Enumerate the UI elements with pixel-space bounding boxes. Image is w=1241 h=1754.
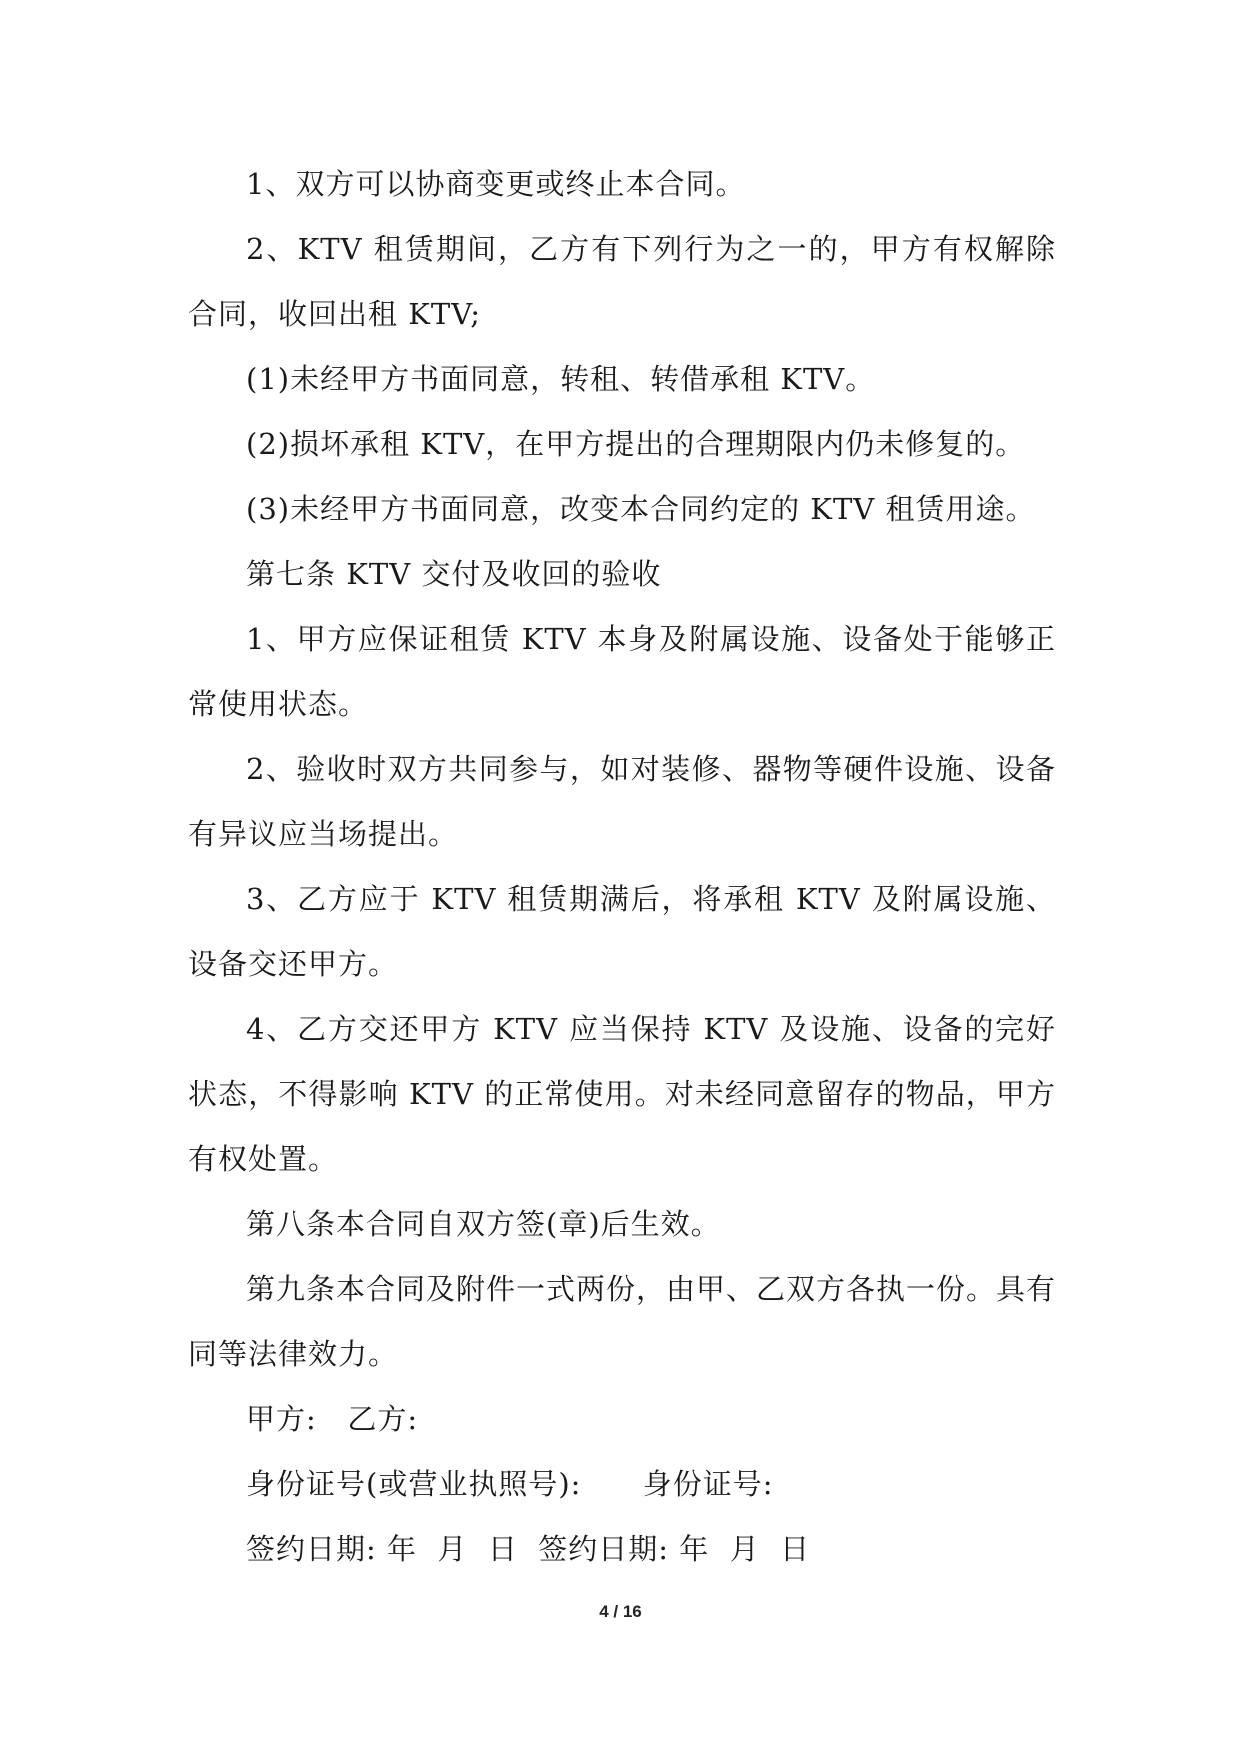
clause-paragraph: (1)未经甲方书面同意，转租、转借承租 KTV。 — [246, 362, 876, 396]
clause-paragraph: 2、验收时双方共同参与，如对装修、器物等硬件设施、设备有异议应当场提出。 — [188, 752, 1056, 851]
signature-id-numbers: 身份证号(或营业执照号): 身份证号: — [246, 1467, 774, 1501]
article-paragraph: 第八条本合同自双方签(章)后生效。 — [246, 1207, 721, 1241]
article-heading: 第七条 KTV 交付及收回的验收 — [246, 557, 662, 591]
clause-paragraph: 2、KTV 租赁期间，乙方有下列行为之一的，甲方有权解除合同，收回出租 KTV; — [188, 232, 1056, 331]
article-paragraph: 第九条本合同及附件一式两份，由甲、乙双方各执一份。具有同等法律效力。 — [188, 1272, 1057, 1371]
clause-paragraph: (2)损坏承租 KTV，在甲方提出的合理期限内仍未修复的。 — [246, 427, 1026, 461]
signature-dates: 签约日期: 年 月 日 签约日期: 年 月 日 — [246, 1532, 811, 1566]
page-number: 4 / 16 — [599, 1602, 642, 1621]
clause-paragraph: 4、乙方交还甲方 KTV 应当保持 KTV 及设施、设备的完好状态，不得影响 KTV 的正常使用。对未经同意留存的物品，甲方有权处置。 — [188, 1012, 1056, 1176]
clause-paragraph: 1、甲方应保证租赁 KTV 本身及附属设施、设备处于能够正常使用状态。 — [188, 622, 1056, 721]
clause-paragraph: 1、双方可以协商变更或终止本合同。 — [246, 167, 746, 201]
clause-paragraph: 3、乙方应于 KTV 租赁期满后，将承租 KTV 及附属设施、设备交还甲方。 — [188, 882, 1056, 981]
signature-parties: 甲方: 乙方: — [246, 1402, 419, 1436]
document-body — [188, 152, 1056, 1582]
clause-paragraph: (3)未经甲方书面同意，改变本合同约定的 KTV 租赁用途。 — [246, 492, 1036, 526]
